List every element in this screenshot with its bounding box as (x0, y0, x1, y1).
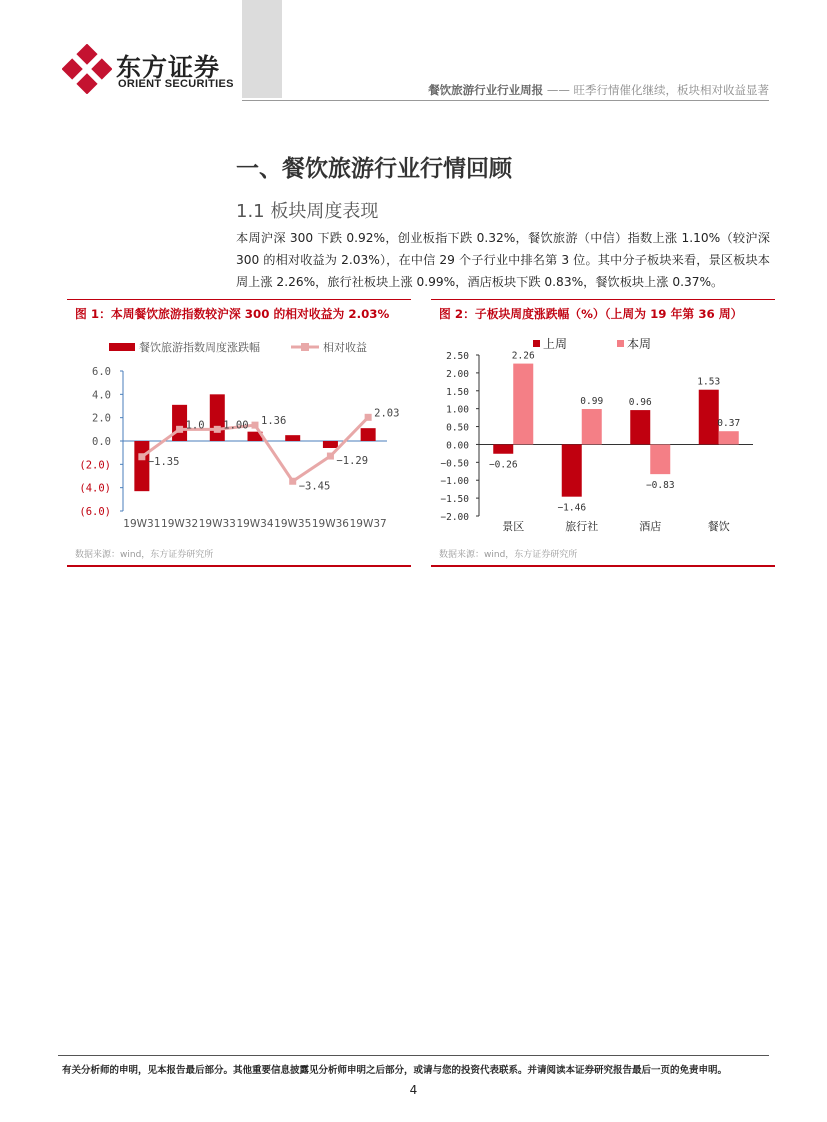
bar-this-week (582, 409, 602, 444)
bar-value-label: −1.46 (557, 502, 587, 514)
bar-weekly-change (323, 441, 338, 448)
bar-this-week (650, 444, 670, 474)
y-tick-label: 2.0 (92, 412, 111, 425)
figure-bottom-rule (67, 565, 411, 567)
relative-return-label: −1.35 (147, 455, 180, 468)
summary-paragraph: 本周沪深 300 下跌 0.92%，创业板指下跌 0.32%，餐饮旅游（中信）指数上涨 1.10%（较沪深300 的相对收益为 2.03%），在中信 29 个子行业中排名第 3 位。其中分子板块来看，景区板块本周上涨 2.26%，旅行社板块上涨 0.99%，酒店板块下跌 0.83%，餐饮板块上涨 0.37%。 (236, 231, 770, 289)
y-tick-label: (6.0) (79, 506, 111, 518)
x-tick-label: 景区 (502, 520, 525, 533)
x-tick-label: 19W36 (311, 518, 349, 530)
legend-label: 上周 (543, 337, 568, 351)
bar-this-week (513, 364, 533, 445)
x-tick-label: 酒店 (639, 520, 662, 533)
figure-2-title: 图 2：子板块周度涨跌幅（%）（上周为 19 年第 36 周） (439, 307, 743, 321)
bar-weekly-change (285, 435, 300, 441)
y-tick-label: 0.50 (446, 422, 469, 434)
relative-return-marker (365, 414, 372, 421)
relative-return-marker (327, 453, 334, 460)
y-tick-label: 1.00 (446, 404, 469, 416)
figure-2 (431, 299, 775, 567)
legend-label: 本周 (627, 337, 652, 351)
relative-return-label: 1.36 (261, 415, 287, 428)
x-tick-label: 餐饮 (707, 520, 730, 533)
x-tick-label: 19W34 (236, 518, 274, 530)
orient-logo-icon (62, 44, 112, 94)
x-tick-label: 19W33 (198, 518, 236, 530)
legend-line-marker (301, 343, 309, 351)
figure-1 (67, 299, 411, 567)
bar-weekly-change (210, 394, 225, 441)
y-tick-label: 0.0 (92, 436, 111, 448)
relative-return-label: −3.45 (298, 480, 331, 493)
relative-return-marker (252, 422, 259, 429)
header-gray-band (242, 0, 282, 98)
bar-weekly-change (361, 428, 376, 441)
relative-return-marker (214, 426, 221, 433)
y-tick-label: (4.0) (79, 482, 111, 495)
y-tick-label: 6.0 (92, 366, 111, 378)
bar-this-week (719, 431, 739, 444)
relative-return-marker (289, 478, 296, 485)
figure-2-source: 数据来源：wind，东方证券研究所 (439, 550, 578, 560)
section-heading: 一、餐饮旅游行业行情回顾 (236, 156, 512, 182)
y-tick-label: −1.50 (440, 494, 469, 506)
relative-return-marker (138, 453, 145, 460)
figure-1-title: 图 1：本周餐饮旅游指数较沪深 300 的相对收益为 2.03% (75, 307, 390, 321)
page-number: 4 (409, 1083, 418, 1097)
figure-top-rule (431, 299, 775, 300)
x-tick-label: 19W32 (161, 518, 199, 530)
bar-last-week (630, 410, 650, 444)
bar-last-week (493, 444, 513, 453)
legend-swatch (533, 340, 540, 347)
y-tick-label: 2.50 (446, 351, 469, 362)
y-tick-label: (2.0) (79, 459, 111, 472)
bar-last-week (562, 444, 582, 496)
x-tick-label: 19W31 (123, 518, 161, 530)
bar-value-label: 0.37 (717, 418, 741, 430)
bar-last-week (699, 390, 719, 445)
bar-value-label: −0.83 (645, 480, 675, 492)
figure-1-source: 数据来源：wind，东方证券研究所 (75, 550, 214, 560)
footer-disclaimer: 有关分析师的申明，见本报告最后部分。其他重要信息披露见分析师申明之后部分，或请与您的投资代表联系。并请阅读本证券研究报告最后一页的免责申明。 (62, 1065, 728, 1076)
legend-bar-swatch (109, 343, 135, 351)
header-separator: —— (546, 83, 570, 97)
figure-2-chart (431, 323, 775, 545)
legend-swatch (617, 340, 624, 347)
footer-divider (58, 1055, 769, 1056)
report-subtitle: 旺季行情催化继续，板块相对收益显著 (573, 83, 769, 97)
brand-name-cn: 东方证券 (116, 53, 221, 82)
x-tick-label: 19W37 (349, 518, 387, 530)
header-report-title (428, 82, 769, 98)
y-tick-label: −2.00 (440, 512, 469, 523)
relative-return-label: 1.00 (223, 419, 249, 432)
subsection-heading: 1.1 板块周度表现 (236, 201, 379, 222)
brand-name-en: ORIENT SECURITIES (118, 78, 234, 90)
bar-value-label: 2.26 (511, 350, 535, 362)
bar-value-label: 0.99 (580, 396, 604, 408)
figure-bottom-rule (431, 565, 775, 567)
relative-return-label: −1.29 (336, 455, 369, 468)
figure-1-chart (67, 323, 411, 545)
bar-value-label: 1.53 (697, 376, 721, 388)
y-tick-label: −1.00 (440, 476, 469, 488)
relative-return-marker (176, 426, 183, 433)
report-name: 餐饮旅游行业行业周报 (428, 83, 544, 97)
header-divider (242, 100, 769, 101)
y-tick-label: 1.50 (446, 386, 469, 398)
y-tick-label: −0.50 (440, 458, 469, 470)
y-tick-label: 4.0 (92, 389, 111, 402)
relative-return-label: 2.03 (374, 407, 400, 420)
bar-value-label: −0.26 (488, 459, 518, 471)
legend-bar-label: 餐饮旅游指数周度涨跌幅 (139, 341, 260, 354)
bar-value-label: 0.96 (628, 397, 652, 409)
y-tick-label: 2.00 (446, 368, 469, 380)
x-tick-label: 19W35 (274, 518, 312, 530)
figure-top-rule (67, 299, 411, 300)
relative-return-label: 1.0 (185, 419, 205, 432)
y-tick-label: 0.00 (446, 440, 469, 452)
legend-line-label: 相对收益 (323, 341, 367, 354)
x-tick-label: 旅行社 (565, 520, 599, 533)
